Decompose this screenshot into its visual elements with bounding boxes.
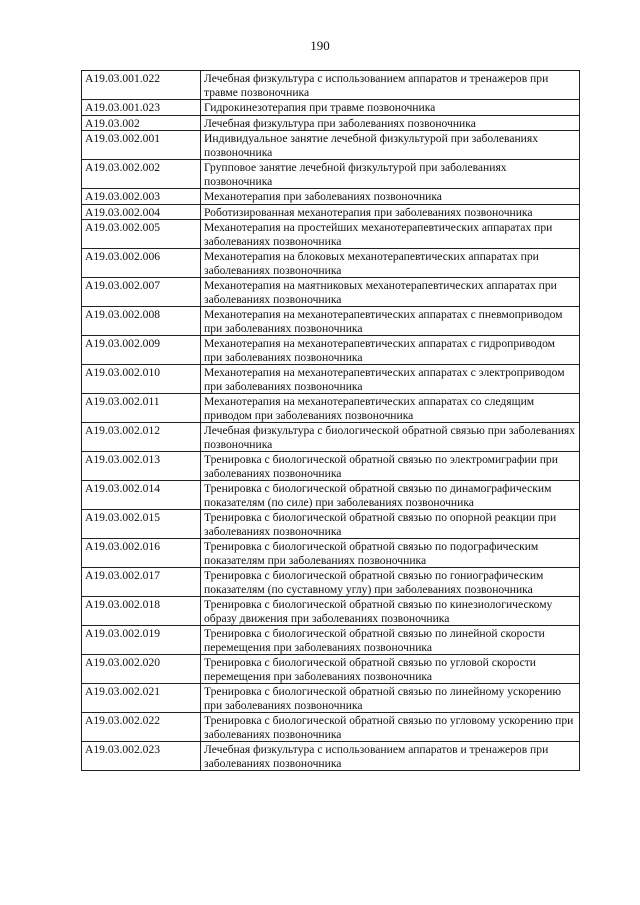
table-row	[82, 278, 580, 307]
table-row	[82, 713, 580, 742]
table-row	[82, 160, 580, 189]
service-code-cell: А19.03.002.003	[82, 189, 201, 205]
service-code-cell: А19.03.002.018	[82, 597, 201, 626]
table-row	[82, 100, 580, 116]
service-code-cell: А19.03.002.017	[82, 568, 201, 597]
table-row	[82, 307, 580, 336]
table-row	[82, 220, 580, 249]
service-name-cell: Лечебная физкультура с использованием аппаратов и тренажеров при заболеваниях позвоночника	[201, 742, 580, 771]
service-code-cell: А19.03.002.020	[82, 655, 201, 684]
service-name-cell: Лечебная физкультура с биологической обратной связью при заболеваниях позвоночника	[201, 423, 580, 452]
table-row	[82, 597, 580, 626]
service-code-cell: А19.03.002.002	[82, 160, 201, 189]
table-row	[82, 742, 580, 771]
table-row	[82, 204, 580, 220]
service-name-cell: Тренировка с биологической обратной связью по угловому ускорению при заболеваниях позвоночника	[201, 713, 580, 742]
table-row	[82, 481, 580, 510]
service-code-cell: А19.03.002.012	[82, 423, 201, 452]
service-name-cell: Индивидуальное занятие лечебной физкультурой при заболеваниях позвоночника	[201, 131, 580, 160]
service-name-cell: Роботизированная механотерапия при заболеваниях позвоночника	[201, 204, 580, 220]
service-code-cell: А19.03.002.019	[82, 626, 201, 655]
service-code-cell: А19.03.001.022	[82, 71, 201, 100]
table-row	[82, 684, 580, 713]
table-row	[82, 394, 580, 423]
service-code-cell: А19.03.002.014	[82, 481, 201, 510]
service-name-cell: Тренировка с биологической обратной связью по динамографическим показателям (по силе) при заболеваниях позвоночника	[201, 481, 580, 510]
table-row	[82, 539, 580, 568]
table-row	[82, 115, 580, 131]
table-row	[82, 510, 580, 539]
service-code-cell: А19.03.002.016	[82, 539, 201, 568]
service-code-cell: А19.03.002.001	[82, 131, 201, 160]
service-name-cell: Тренировка с биологической обратной связью по подографическим показателям при заболеваниях позвоночника	[201, 539, 580, 568]
service-code-cell: А19.03.002.004	[82, 204, 201, 220]
service-code-cell: А19.03.002.022	[82, 713, 201, 742]
service-name-cell: Механотерапия при заболеваниях позвоночника	[201, 189, 580, 205]
page-number: 190	[310, 38, 330, 53]
service-name-cell: Групповое занятие лечебной физкультурой при заболеваниях позвоночника	[201, 160, 580, 189]
service-name-cell: Тренировка с биологической обратной связью по опорной реакции при заболеваниях позвоночника	[201, 510, 580, 539]
service-code-cell: А19.03.002.009	[82, 336, 201, 365]
service-name-cell: Тренировка с биологической обратной связью по гониографическим показателям (по суставному углу) при заболеваниях позвоночника	[201, 568, 580, 597]
table-row	[82, 336, 580, 365]
service-code-cell: А19.03.002.005	[82, 220, 201, 249]
table-row	[82, 189, 580, 205]
service-code-cell: А19.03.002.015	[82, 510, 201, 539]
service-name-cell: Тренировка с биологической обратной связью по электромиграфии при заболеваниях позвоночника	[201, 452, 580, 481]
service-name-cell: Лечебная физкультура с использованием аппаратов и тренажеров при травме позвоночника	[201, 71, 580, 100]
service-name-cell: Механотерапия на механотерапевтических аппаратах со следящим приводом при заболеваниях позвоночника	[201, 394, 580, 423]
service-code-cell: А19.03.002.010	[82, 365, 201, 394]
table-row	[82, 655, 580, 684]
service-name-cell: Тренировка с биологической обратной связью по угловой скорости перемещения при заболеваниях позвоночника	[201, 655, 580, 684]
service-name-cell: Механотерапия на механотерапевтических аппаратах с электроприводом при заболеваниях позвоночника	[201, 365, 580, 394]
service-codes-table	[81, 70, 580, 771]
service-code-cell: А19.03.002.021	[82, 684, 201, 713]
table-body	[82, 71, 580, 771]
service-code-cell: А19.03.002.023	[82, 742, 201, 771]
table-row	[82, 249, 580, 278]
service-name-cell: Механотерапия на механотерапевтических аппаратах с пневмоприводом при заболеваниях позвоночника	[201, 307, 580, 336]
service-name-cell: Тренировка с биологической обратной связью по линейной скорости перемещения при заболеваниях позвоночника	[201, 626, 580, 655]
service-code-cell: А19.03.001.023	[82, 100, 201, 116]
service-name-cell: Лечебная физкультура при заболеваниях позвоночника	[201, 115, 580, 131]
table-row	[82, 626, 580, 655]
service-code-cell: А19.03.002.013	[82, 452, 201, 481]
service-code-cell: А19.03.002.008	[82, 307, 201, 336]
table-row	[82, 568, 580, 597]
table-row	[82, 365, 580, 394]
service-name-cell: Механотерапия на маятниковых механотерапевтических аппаратах при заболеваниях позвоночника	[201, 278, 580, 307]
service-code-cell: А19.03.002.006	[82, 249, 201, 278]
table-row	[82, 452, 580, 481]
service-name-cell: Механотерапия на механотерапевтических аппаратах с гидроприводом при заболеваниях позвоночника	[201, 336, 580, 365]
service-code-cell: А19.03.002	[82, 115, 201, 131]
service-code-cell: А19.03.002.007	[82, 278, 201, 307]
service-name-cell: Механотерапия на простейших механотерапевтических аппаратах при заболеваниях позвоночника	[201, 220, 580, 249]
table-row	[82, 131, 580, 160]
service-code-cell: А19.03.002.011	[82, 394, 201, 423]
service-name-cell: Тренировка с биологической обратной связью по линейному ускорению при заболеваниях позвоночника	[201, 684, 580, 713]
service-name-cell: Механотерапия на блоковых механотерапевтических аппаратах при заболеваниях позвоночника	[201, 249, 580, 278]
table-row	[82, 423, 580, 452]
service-name-cell: Гидрокинезотерапия при травме позвоночника	[201, 100, 580, 116]
table-row	[82, 71, 580, 100]
service-name-cell: Тренировка с биологической обратной связью по кинезиологическому образу движения при заболеваниях позвоночника	[201, 597, 580, 626]
